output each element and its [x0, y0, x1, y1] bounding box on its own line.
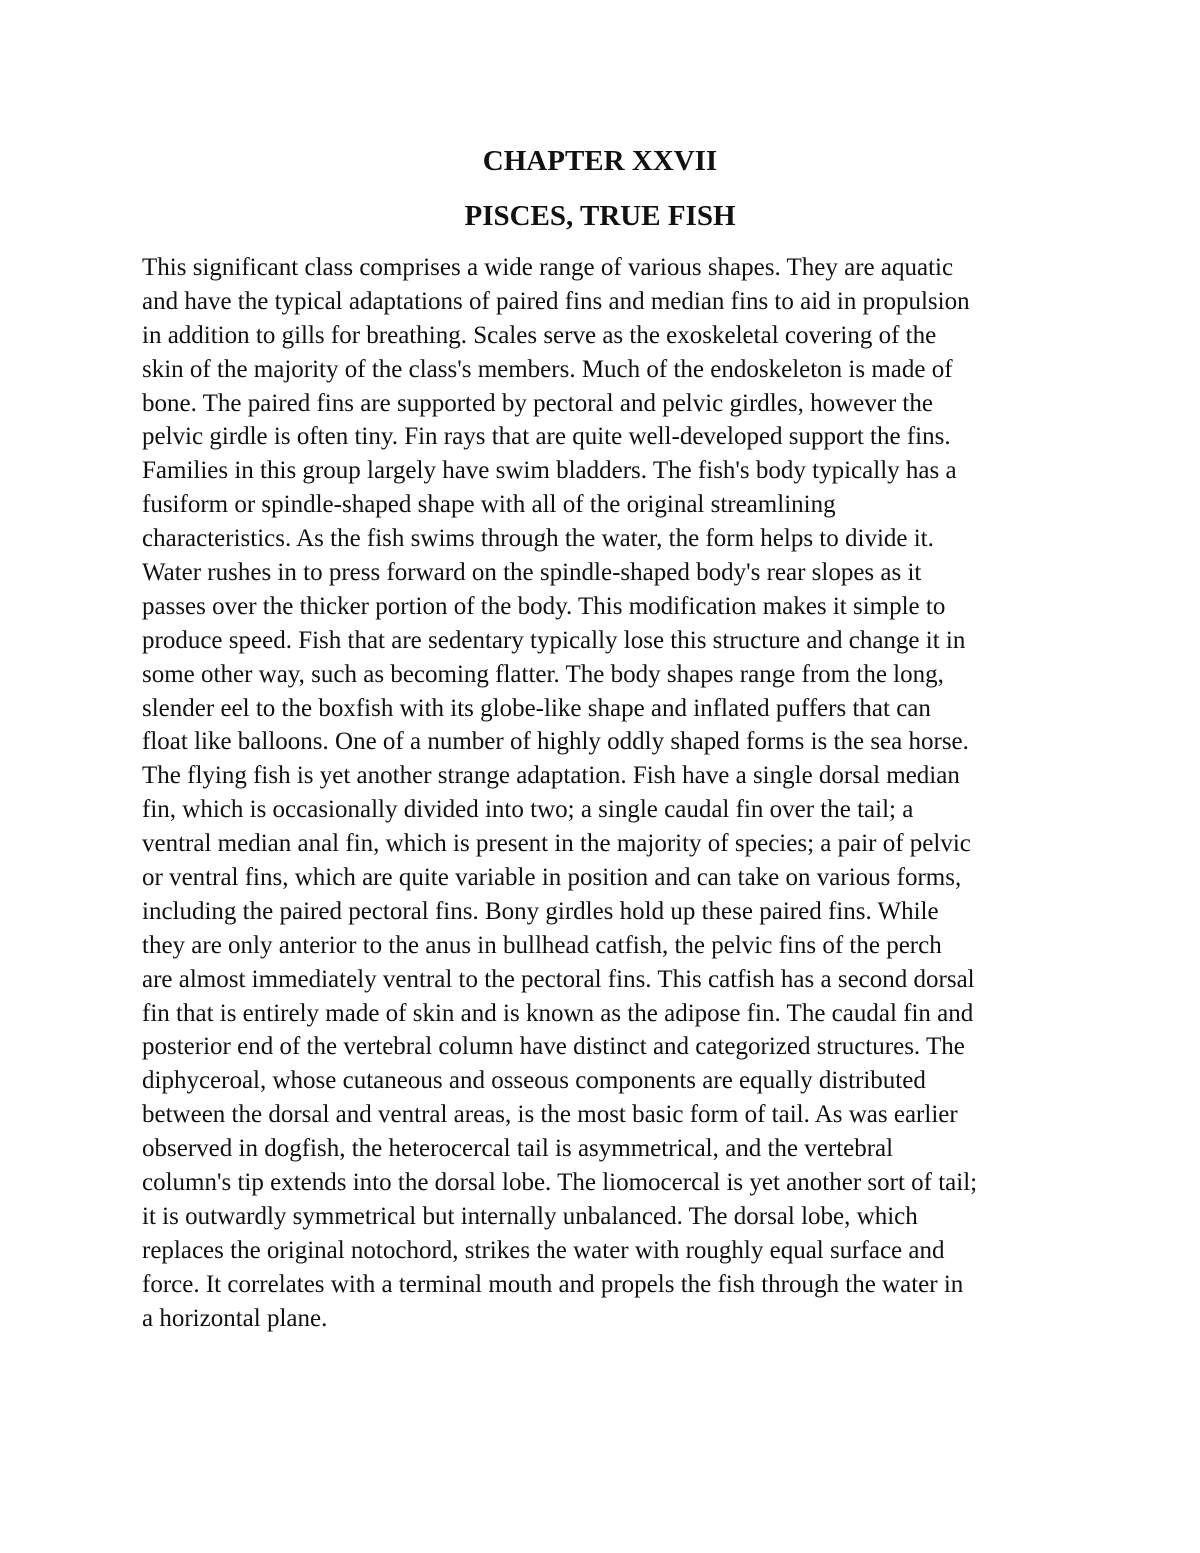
body-line: some other way, such as becoming flatter. The body shapes range from the long, [142, 660, 944, 688]
body-line: fin, which is occasionally divided into two; a single caudal fin over the tail; a [142, 796, 914, 824]
body-line: ventral median anal fin, which is present in the majority of species; a pair of pelvic [142, 830, 971, 858]
body-line: or ventral fins, which are quite variable in position and can take on various forms, [142, 864, 962, 892]
body-line: observed in dogfish, the heterocercal tail is asymmetrical, and the vertebral [142, 1135, 894, 1163]
body-paragraph [142, 251, 1082, 1336]
body-line: slender eel to the boxfish with its globe-like shape and inflated puffers that can [142, 694, 931, 722]
body-line: are almost immediately ventral to the pectoral fins. This catfish has a second dorsal [142, 965, 975, 993]
body-line: The flying fish is yet another strange adaptation. Fish have a single dorsal median [142, 762, 960, 790]
body-line: Families in this group largely have swim bladders. The fish's body typically has a [142, 457, 957, 485]
body-line: skin of the majority of the class's members. Much of the endoskeleton is made of [142, 355, 953, 383]
body-line: they are only anterior to the anus in bullhead catfish, the pelvic fins of the perch [142, 931, 942, 959]
body-line: This significant class comprises a wide range of various shapes. They are aquatic [142, 254, 954, 281]
body-line: it is outwardly symmetrical but internally unbalanced. The dorsal lobe, which [142, 1202, 918, 1230]
body-line: posterior end of the vertebral column have distinct and categorized structures. The [142, 1033, 965, 1061]
body-line: including the paired pectoral fins. Bony girdles hold up these paired fins. While [142, 897, 939, 925]
chapter-title: CHAPTER XXVII [482, 145, 718, 177]
body-line: pelvic girdle is often tiny. Fin rays that are quite well-developed support the fins. [142, 423, 951, 451]
body-line: column's tip extends into the dorsal lobe. The liomocercal is yet another sort of tail; [142, 1169, 978, 1197]
body-line: diphyceroal, whose cutaneous and osseous components are equally distributed [142, 1067, 926, 1095]
body-line: bone. The paired fins are supported by pectoral and pelvic girdles, however the [142, 389, 933, 417]
body-line: a horizontal plane. [142, 1304, 328, 1332]
body-line: force. It correlates with a terminal mouth and propels the fish through the water in [142, 1270, 964, 1298]
body-line: in addition to gills for breathing. Scales serve as the exoskeletal covering of the [142, 321, 937, 349]
body-line: between the dorsal and ventral areas, is the most basic form of tail. As was earlier [142, 1101, 958, 1129]
chapter-subtitle: PISCES, TRUE FISH [464, 200, 736, 232]
body-line: replaces the original notochord, strikes the water with roughly equal surface and [142, 1236, 945, 1264]
body-line: float like balloons. One of a number of highly oddly shaped forms is the sea horse. [142, 728, 969, 756]
body-line: fin that is entirely made of skin and is known as the adipose fin. The caudal fin and [142, 999, 974, 1027]
body-line: and have the typical adaptations of paired fins and median fins to aid in propulsion [142, 287, 970, 315]
body-line: Water rushes in to press forward on the spindle-shaped body's rear slopes as it [142, 559, 922, 587]
body-line: produce speed. Fish that are sedentary typically lose this structure and change it in [142, 626, 966, 654]
body-line: fusiform or spindle-shaped shape with all of the original streamlining [142, 491, 836, 519]
body-line: characteristics. As the fish swims through the water, the form helps to divide it. [142, 525, 934, 553]
body-line: passes over the thicker portion of the body. This modification makes it simple to [142, 592, 946, 620]
